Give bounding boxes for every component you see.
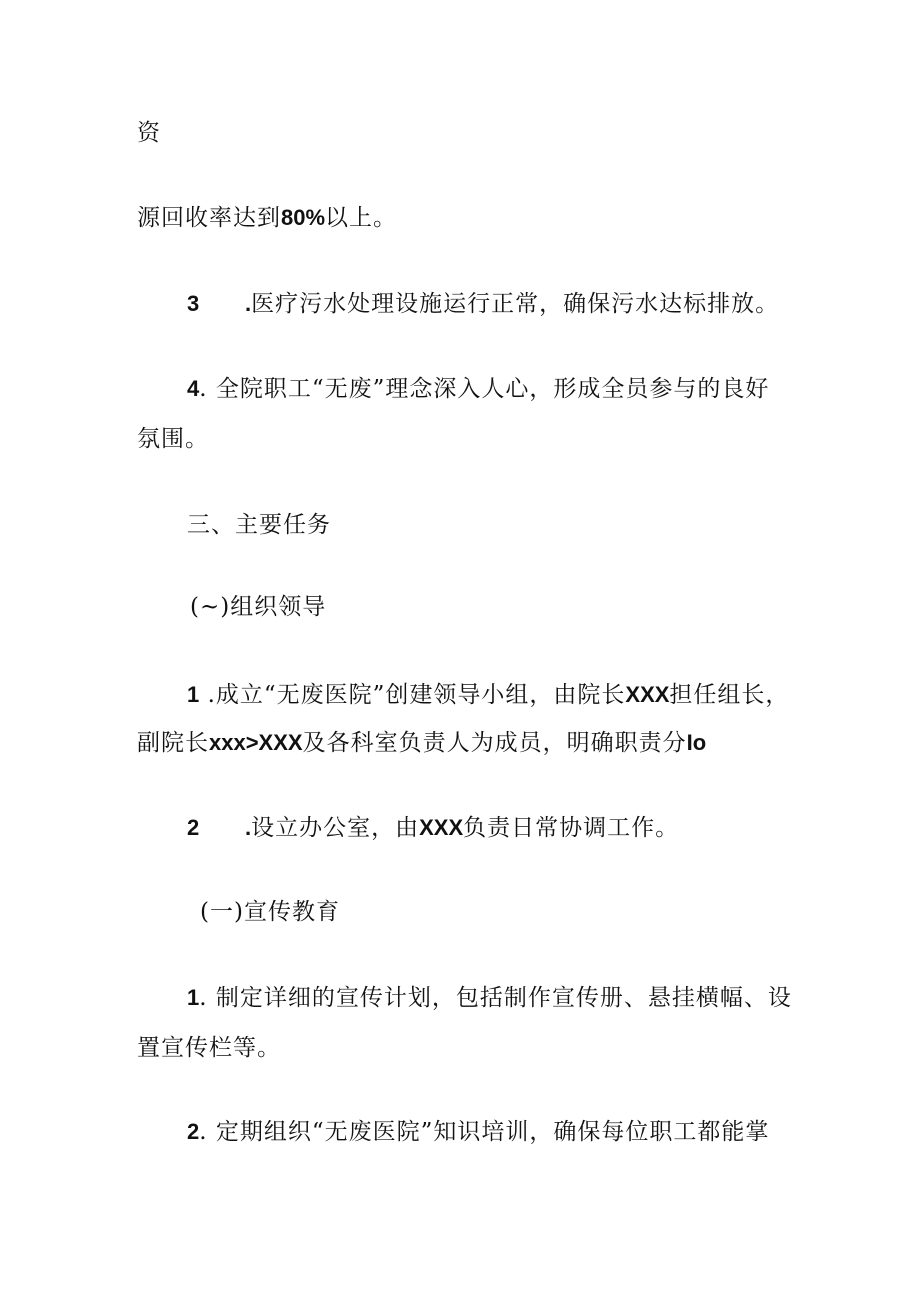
list-item-1: 1. 制定详细的宣传计划，包括制作宣传册、悬挂横幅、设 — [187, 985, 792, 1011]
paragraph-line: 源回收率达到80%以上。 — [137, 205, 398, 231]
paragraph-line: 置宣传栏等。 — [137, 1035, 281, 1061]
list-item-1: 1 .成立“无废医院”创建领导小组，由院长XXX担任组长， — [187, 682, 790, 708]
paragraph-line: 氛围。 — [137, 426, 209, 452]
subsection-heading: (~)组织领导 — [190, 594, 327, 620]
section-heading: 三、主要任务 — [187, 512, 331, 538]
paragraph-line: 副院长xxx>XXX及各科室负责人为成员，明确职责分Io — [137, 730, 707, 756]
paragraph-line: 资 — [137, 120, 161, 146]
subsection-heading: (一)宣传教育 — [200, 899, 340, 925]
list-item-2: 2 .设立办公室，由XXX负责日常协调工作。 — [187, 815, 680, 841]
list-item-4: 4. 全院职工“无废”理念深入人心，形成全员参与的良好 — [187, 376, 770, 402]
list-item-2: 2. 定期组织“无废医院”知识培训，确保每位职工都能掌 — [187, 1119, 770, 1145]
list-item-3: 3 .医疗污水处理设施运行正常，确保污水达标排放。 — [187, 291, 780, 317]
